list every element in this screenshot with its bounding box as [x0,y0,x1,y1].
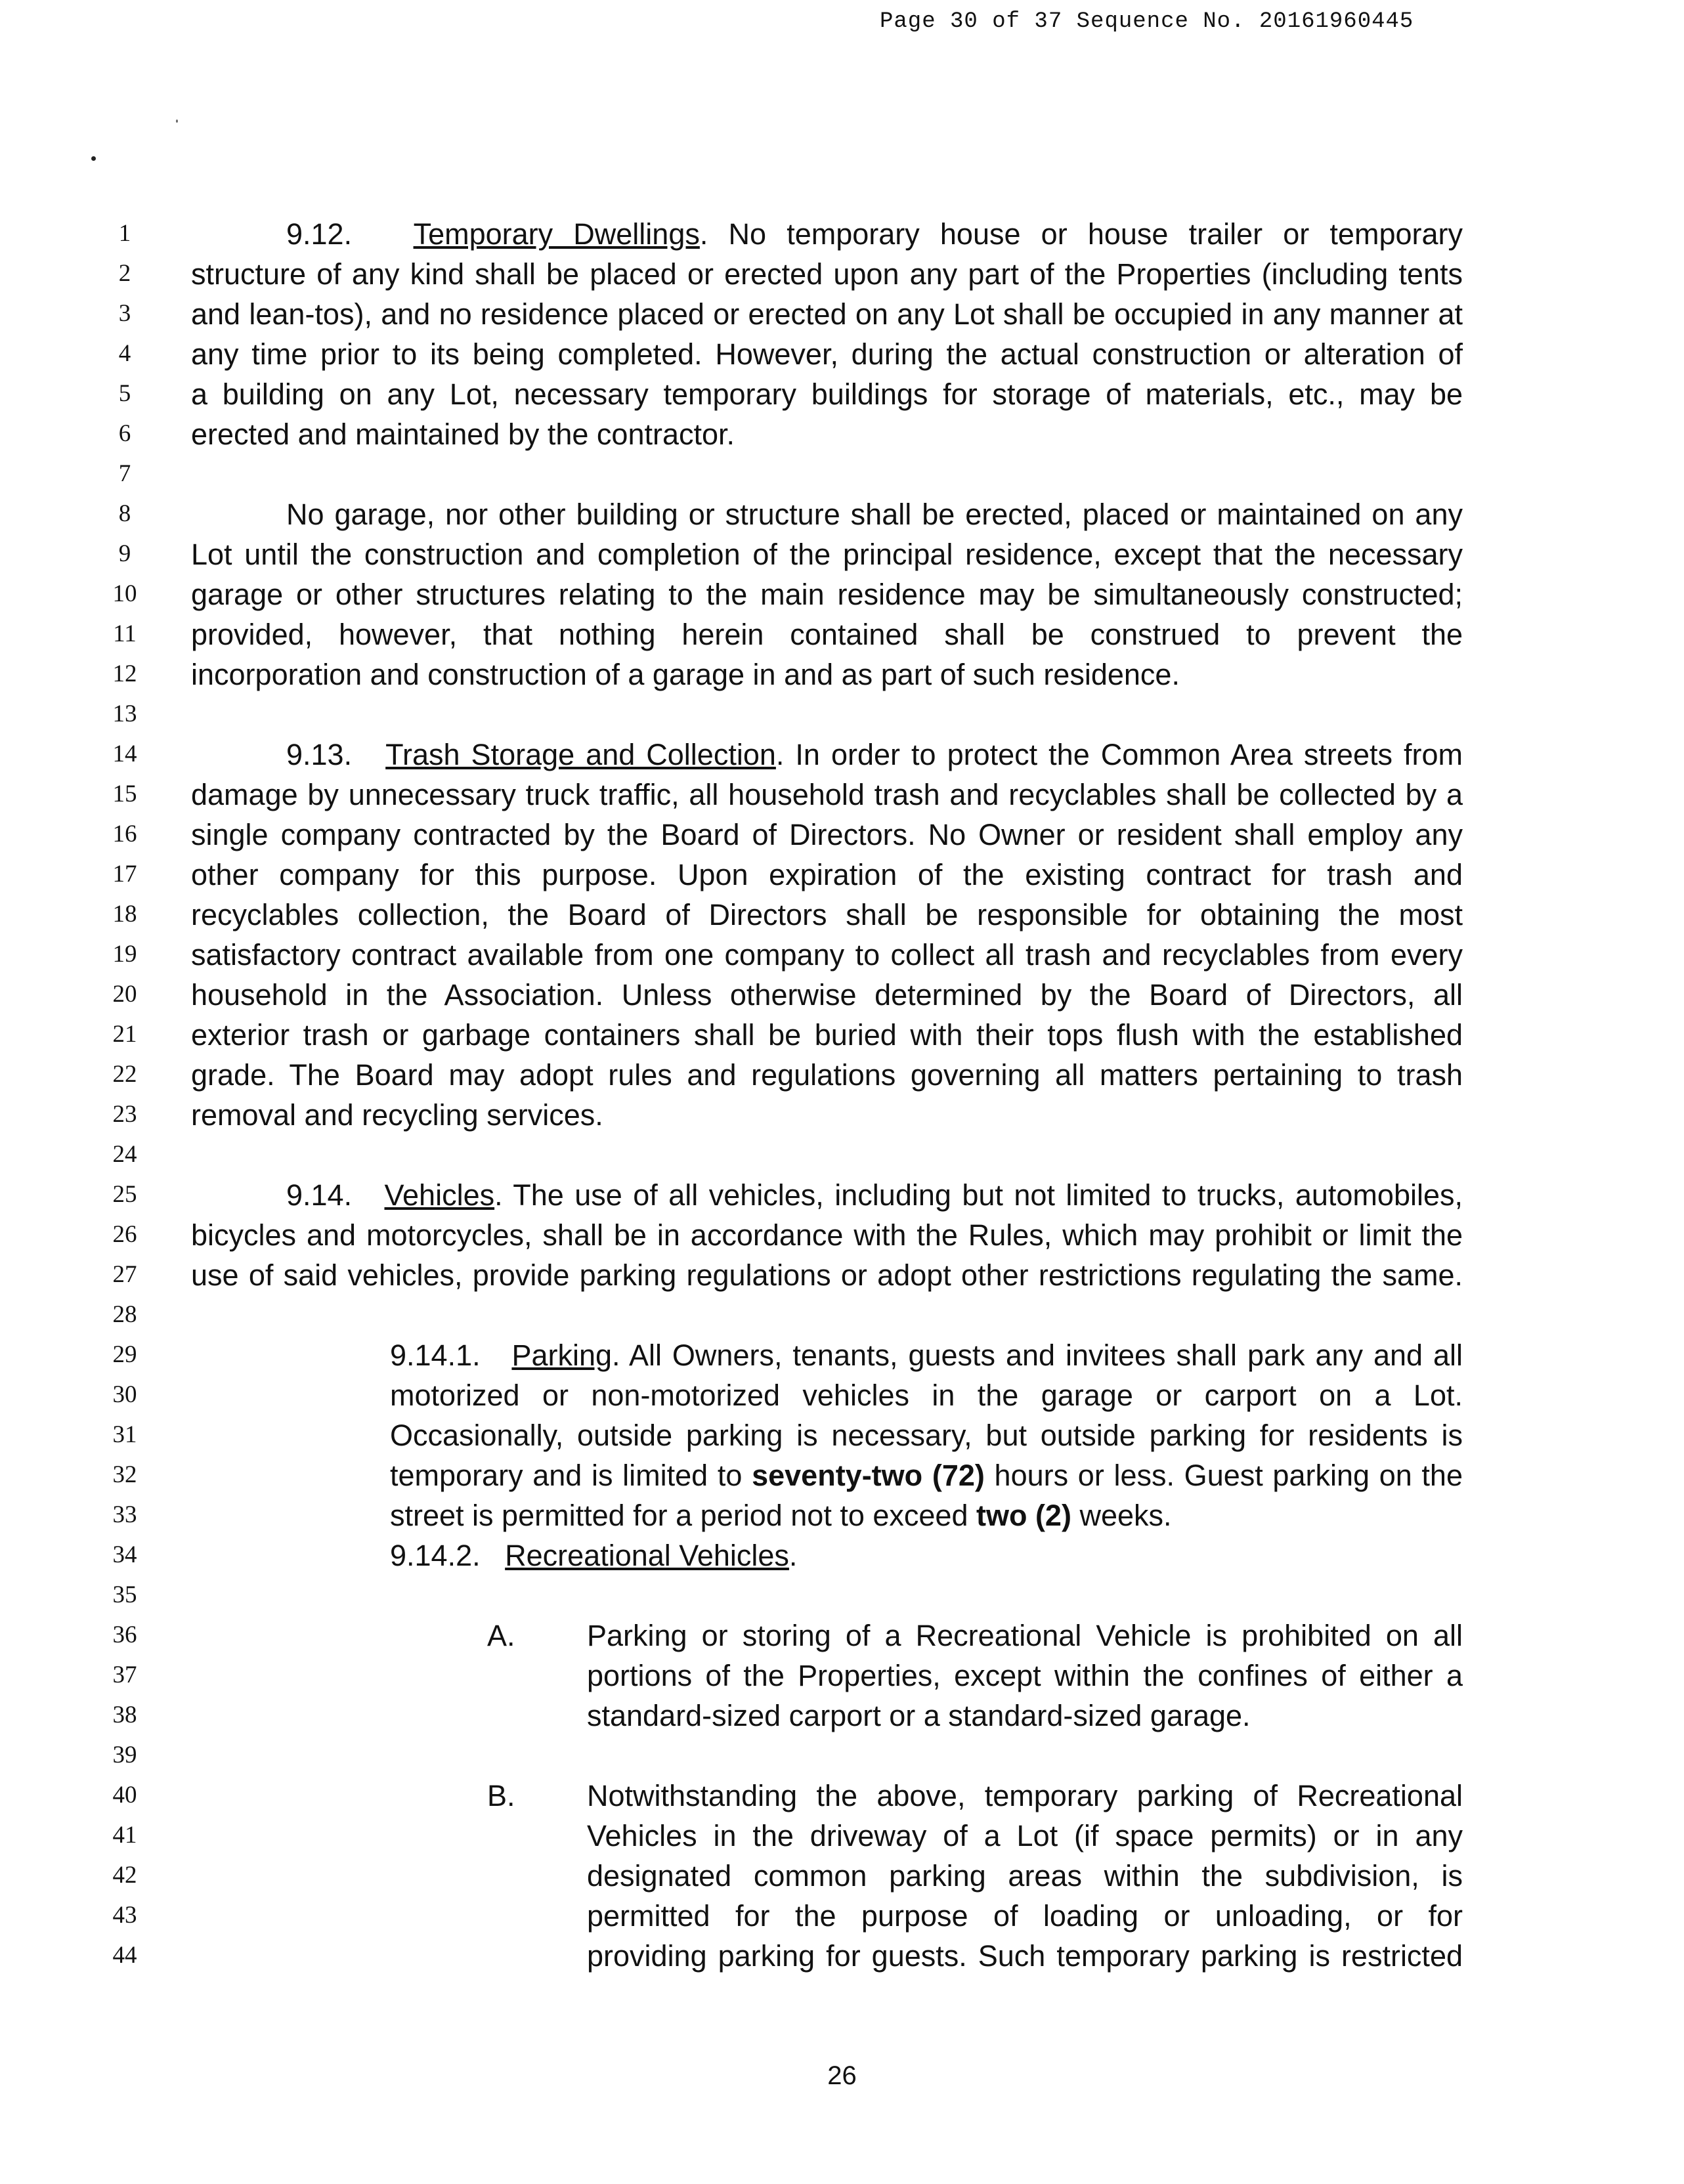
line-8: No garage, nor other building or structure shall be erected, placed or maintained on any [286,498,1463,531]
line-5: a building on any Lot, necessary temporary buildings for storage of materials, etc., may be [191,377,1463,411]
scan-speck [176,119,178,123]
line-38: standard-sized carport or a standard-sized garage. [587,1699,1251,1732]
line-number: 28 [112,1301,137,1328]
line-number: 37 [112,1661,137,1688]
line-number: 41 [112,1822,137,1849]
line-number: 25 [112,1181,137,1208]
line-18: recyclables collection, the Board of Directors shall be responsible for obtaining the most [191,898,1463,931]
line-number: 30 [112,1381,137,1408]
page-number: 26 [827,2061,857,2090]
line-34: 9.14.2. Recreational Vehicles. [390,1539,798,1572]
item-label: A. [487,1619,515,1652]
line-10: garage or other structures relating to the main residence may be simultaneously constructed; [191,578,1463,611]
line-40: Notwithstanding the above, temporary parking of Recreational [587,1779,1463,1812]
line-number: 12 [112,660,137,687]
line-number: 3 [118,300,131,327]
line-number: 43 [112,1902,137,1929]
section-title: Vehicles [384,1178,495,1212]
line-33: street is permitted for a period not to exceed two (2) weeks. [390,1499,1172,1532]
bold-duration: two (2) [976,1499,1071,1532]
line-31: Occasionally, outside parking is necessary, but outside parking for residents is [390,1419,1463,1452]
line-number: 13 [112,700,137,727]
line-1: 9.12. Temporary Dwellings. No temporary house or house trailer or temporary [286,217,1463,251]
line-number: 32 [112,1461,137,1488]
line-number: 44 [112,1942,137,1969]
section-title: Trash Storage and Collection [385,738,776,771]
header-stamp: Page 30 of 37 Sequence No. 20161960445 [880,9,1414,34]
line-number: 19 [112,941,137,968]
line-14: 9.13. Trash Storage and Collection. In order to protect the Common Area streets from [286,738,1463,771]
line-2: structure of any kind shall be placed or erected upon any part of the Properties (including tents [191,257,1463,291]
line-36: Parking or storing of a Recreational Vehicle is prohibited on all [587,1619,1463,1652]
line-37: portions of the Properties, except within the confines of either a [587,1659,1463,1692]
line-22: grade. The Board may adopt rules and regulations governing all matters pertaining to trash [191,1058,1463,1092]
line-number: 24 [112,1141,137,1168]
line-number: 5 [118,380,131,407]
line-number: 18 [112,901,137,928]
section-title: Temporary Dwellings [413,217,700,251]
bold-duration: seventy-two (72) [752,1459,985,1492]
line-25: 9.14. Vehicles. The use of all vehicles, including but not limited to trucks, automobiles, [286,1178,1463,1212]
line-number: 26 [112,1221,137,1248]
line-15: damage by unnecessary truck traffic, all household trash and recyclables shall be collected by a [191,778,1463,811]
line-number: 9 [118,540,131,567]
line-12: incorporation and construction of a garage in and as part of such residence. [191,658,1180,691]
line-4: any time prior to its being completed. However, during the actual construction or alteration of [191,337,1463,371]
line-27: use of said vehicles, provide parking regulations or adopt other restrictions regulating the same. [191,1258,1463,1292]
line-number: 27 [112,1261,137,1288]
line-number: 39 [112,1742,137,1768]
line-number: 33 [112,1501,137,1528]
line-number: 29 [112,1341,137,1368]
line-number: 15 [112,781,137,807]
line-number: 7 [118,460,131,487]
line-3: and lean-tos), and no residence placed or erected on any Lot shall be occupied in any manner at [191,297,1463,331]
line-32: temporary and is limited to seventy-two (72) hours or less. Guest parking on the [390,1459,1463,1492]
line-number: 16 [112,821,137,847]
line-number: 17 [112,861,137,888]
line-number: 42 [112,1862,137,1889]
line-42: designated common parking areas within the subdivision, is [587,1859,1463,1893]
line-11: provided, however, that nothing herein contained shall be construed to prevent the [191,618,1463,651]
line-number: 34 [112,1541,137,1568]
line-26: bicycles and motorcycles, shall be in accordance with the Rules, which may prohibit or limit the [191,1218,1463,1252]
line-17: other company for this purpose. Upon expiration of the existing contract for trash and [191,858,1463,891]
line-20: household in the Association. Unless otherwise determined by the Board of Directors, all [191,978,1463,1012]
line-number: 8 [118,500,131,527]
line-16: single company contracted by the Board of Directors. No Owner or resident shall employ any [191,818,1463,851]
line-number: 4 [118,340,131,367]
line-9: Lot until the construction and completion of the principal residence, except that the necessary [191,538,1463,571]
line-number: 11 [113,620,137,647]
line-44: providing parking for guests. Such temporary parking is restricted [587,1939,1463,1973]
line-number: 6 [118,420,131,447]
line-number: 22 [112,1061,137,1088]
line-43: permitted for the purpose of loading or unloading, or for [587,1899,1463,1933]
line-29: 9.14.1. Parking. All Owners, tenants, guests and invitees shall park any and all [390,1338,1463,1372]
line-21: exterior trash or garbage containers shall be buried with their tops flush with the established [191,1018,1463,1052]
scan-speck [91,156,96,161]
line-41: Vehicles in the driveway of a Lot (if space permits) or in any [587,1819,1463,1852]
line-number: 38 [112,1702,137,1728]
line-number: 36 [112,1621,137,1648]
line-number: 23 [112,1101,137,1128]
line-23: removal and recycling services. [191,1098,603,1132]
section-title: Parking [511,1338,613,1372]
line-number: 35 [112,1581,137,1608]
line-30: motorized or non-motorized vehicles in the garage or carport on a Lot. [390,1379,1463,1412]
line-19: satisfactory contract available from one company to collect all trash and recyclables from every [191,938,1463,972]
line-number: 40 [112,1782,137,1809]
line-number: 10 [112,580,137,607]
line-number: 1 [118,220,131,247]
line-number: 31 [112,1421,137,1448]
line-number: 21 [112,1021,137,1048]
section-title: Recreational Vehicles [505,1539,789,1572]
item-label: B. [487,1779,515,1812]
line-number: 20 [112,981,137,1008]
line-number: 2 [118,260,131,287]
line-number: 14 [112,740,137,767]
line-6: erected and maintained by the contractor. [191,418,735,451]
